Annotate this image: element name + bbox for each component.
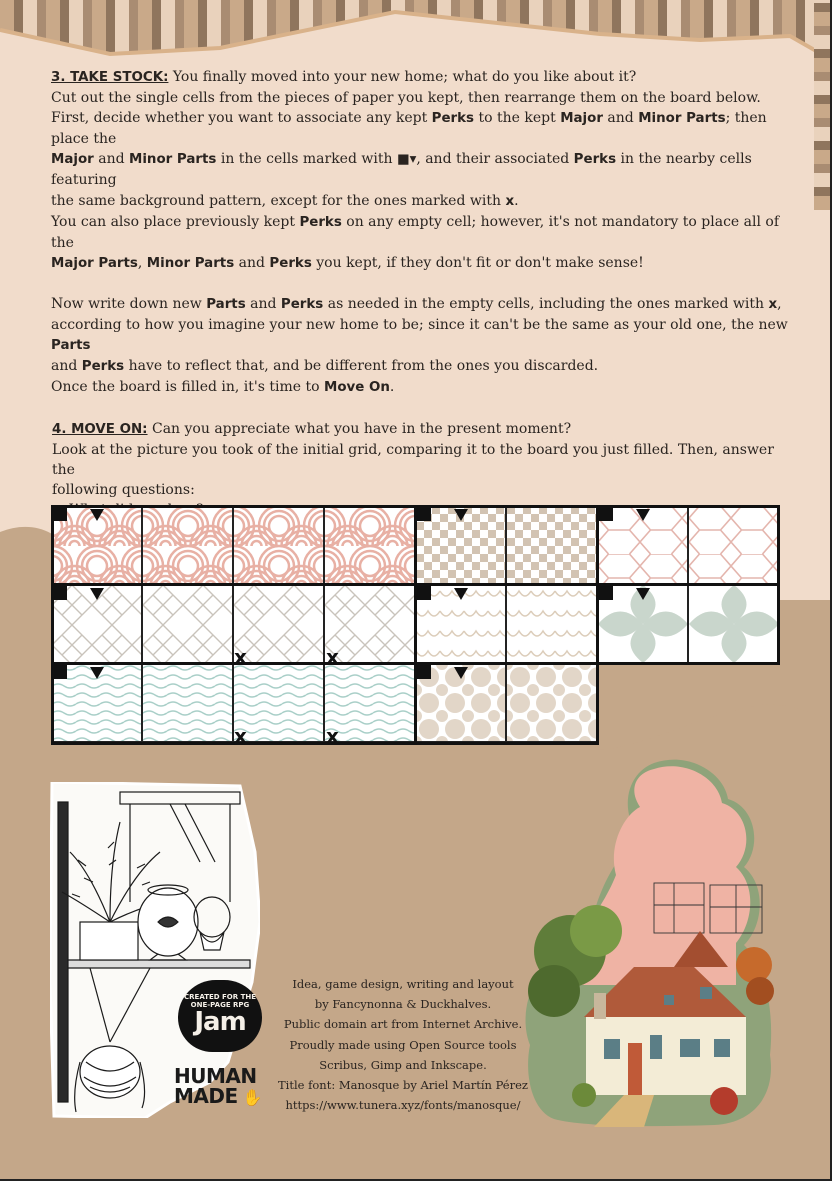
section3-heading-line <box>51 67 791 88</box>
major-part-marker <box>417 665 431 679</box>
human-made-logo <box>174 1066 274 1108</box>
board-cell[interactable] <box>506 505 597 584</box>
jam-badge-word: Jam <box>194 1007 246 1037</box>
board-cell[interactable] <box>688 505 779 584</box>
credits-line: Proudly made using Open Source tools <box>289 1037 517 1052</box>
minor-part-marker <box>454 509 468 521</box>
section3-para2-line4: Once the board is filled in, it's time to Move On. <box>51 379 395 396</box>
major-part-marker <box>417 507 431 521</box>
board-cell[interactable] <box>506 584 597 663</box>
credits-line: Public domain art from Internet Archive. <box>283 1017 523 1032</box>
section3-line2: First, decide whether you want to associate any kept Perks to the kept Major and Minor Parts; then place the <box>51 110 767 148</box>
board-cell[interactable] <box>142 584 233 663</box>
board-cell[interactable] <box>142 663 233 742</box>
section3-line3: Major and Minor Parts in the cells marked with ■▾, and their associated Perks in the nearby cells featuring <box>51 151 752 189</box>
credits-block <box>276 974 530 1115</box>
section3-line6: Major Parts, Minor Parts and Perks you kept, if they don't fit or don't make sense! <box>51 254 644 271</box>
credits-line: Scribus, Gimp and Inkscape. <box>319 1057 487 1072</box>
minor-part-marker <box>636 588 650 600</box>
section3-para2-line2: according to how you imagine your new home to be; since it can't be the same as your old one, the new Parts <box>51 317 788 354</box>
board-cell[interactable] <box>233 505 324 584</box>
credits-line: Title font: Manosque by Ariel Martín Pérez <box>278 1078 528 1093</box>
major-part-marker <box>599 586 613 600</box>
board-cell[interactable] <box>142 505 233 584</box>
section4-intro: Can you appreciate what you have in the present moment? <box>147 420 572 437</box>
rules-text <box>51 67 791 580</box>
section3-intro: You finally moved into your new home; what do you like about it? <box>168 69 637 85</box>
board-cell[interactable] <box>506 663 597 742</box>
x-mark: x <box>326 724 339 748</box>
major-part-marker <box>53 665 67 679</box>
right-stripe-border <box>814 0 832 210</box>
section3-line5: You can also place previously kept Perks on any empty cell; however, it's not mandatory to place all of the <box>51 213 780 251</box>
minor-part-marker <box>90 588 104 600</box>
section3-line1: Cut out the single cells from the pieces of paper you kept, then rearrange them on the board below. <box>51 90 761 107</box>
major-part-marker <box>599 507 613 521</box>
minor-part-marker <box>454 588 468 600</box>
hand-icon: ✋ <box>237 1088 263 1107</box>
credits-line: by Fancynonna & Duckhalves. <box>314 997 492 1012</box>
credits-link[interactable]: https://www.tunera.xyz/fonts/manosque/ <box>285 1098 521 1113</box>
jam-badge-line2: ONE-PAGE RPG <box>190 1001 250 1009</box>
major-part-marker <box>53 507 67 521</box>
section3-para2-line1: Now write down new Parts and Perks as needed in the empty cells, including the ones marked with x, <box>51 296 782 313</box>
top-wave-edge <box>0 0 832 70</box>
jam-badge-line1: CREATED FOR THE <box>184 993 256 1001</box>
one-page-rpg-jam-badge <box>178 980 262 1052</box>
section3-para2-line3: and Perks have to reflect that, and be different from the ones you discarded. <box>51 358 599 375</box>
minor-part-marker <box>90 509 104 521</box>
x-mark: x <box>234 724 247 748</box>
section3-line4: the same background pattern, except for the ones marked with x. <box>51 192 519 209</box>
section4-line2: following questions: <box>52 481 195 498</box>
board-cell[interactable] <box>324 505 415 584</box>
vintage-house-illustration <box>524 755 780 1127</box>
minor-part-marker <box>90 667 104 679</box>
section4-heading: 4. MOVE ON: <box>52 421 148 437</box>
section3-heading: 3. TAKE STOCK: <box>51 70 169 85</box>
minor-part-marker <box>454 667 468 679</box>
board-cell[interactable] <box>688 584 779 663</box>
x-mark: x <box>234 645 247 669</box>
minor-part-marker <box>636 509 650 521</box>
section4-heading-line <box>52 419 791 440</box>
x-mark: x <box>326 645 339 669</box>
section4-line1: Look at the picture you took of the initial grid, comparing it to the board you just filled. Then, answer the <box>52 441 774 478</box>
credits-line: Idea, game design, writing and layout <box>292 977 514 991</box>
major-part-marker <box>53 586 67 600</box>
major-part-marker <box>417 586 431 600</box>
human-made-line1: HUMAN <box>174 1064 257 1088</box>
human-made-line2: MADE <box>174 1084 238 1108</box>
